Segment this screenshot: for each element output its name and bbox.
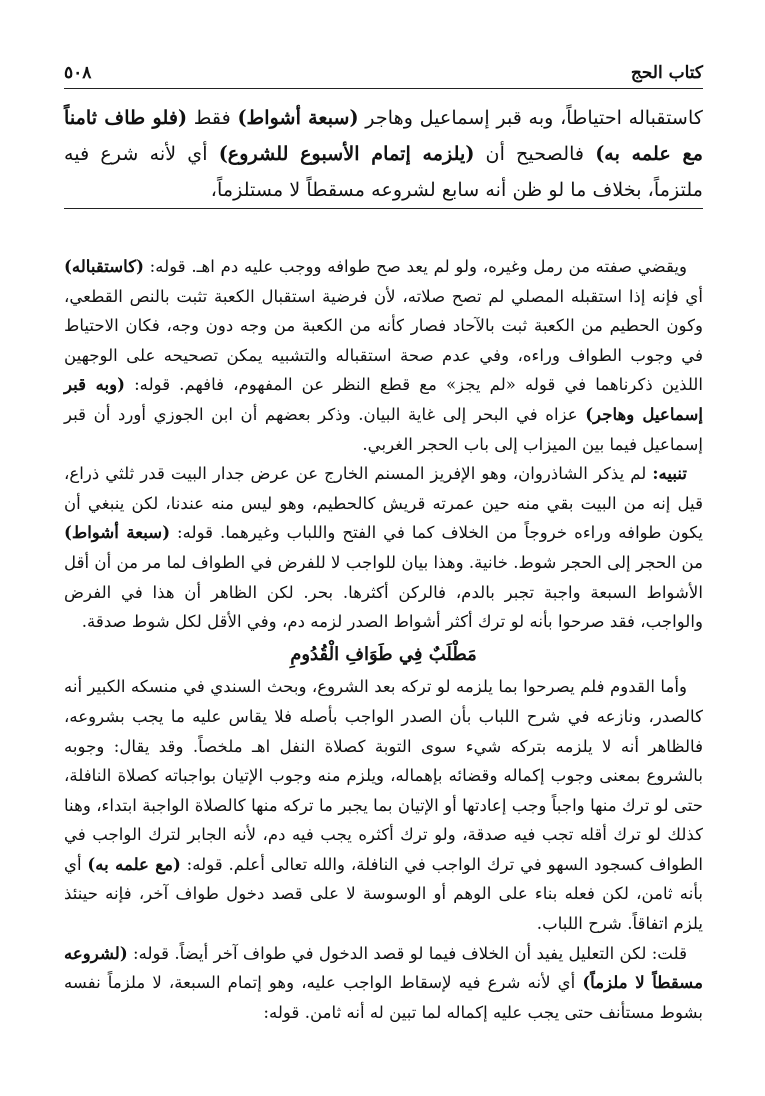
bold-run: تنبيه: [652, 463, 687, 484]
text-run: لم يذكر الشاذروان، وهو الإفريز المسنم الخارج عن عرض جدار البيت قدر ثلثي ذراع، قيل إنه من البيت بقي منه حين عمرته قريش كالحطيم، وهو ليس منه عندنا، لكن ينبغي أن يكون طوافه وراءه خروجاً من الخلاف كما في الفتح واللباب وغيرهما. قوله: [64, 464, 703, 543]
bold-run: (وبه قبر إسماعيل وهاجر) [64, 374, 703, 424]
bold-run: مَطْلَبٌ فِي طَوَافِ الْقُدُومِ [290, 643, 477, 665]
running-header [64, 60, 703, 86]
paragraph [64, 672, 703, 938]
paragraph [64, 252, 703, 459]
text-run: أي فإنه إذا استقبله المصلي لم تصح صلاته، لأن فرضية استقبال الكعبة تثبت بالنص القطعي، وكون الحطيم من الكعبة ثبت بالآحاد فصار كأنه من الكعبة من وجه دون وجه، فكان الاحتياط في وجوب الطواف وراءه، وفي عدم صحة استقباله والتشبيه يمكن تصحيحه على الوجهين اللذين ذكرناهما في قوله «لم يجز» مع قطع النظر عن المفهوم، فافهم. قوله: [64, 286, 703, 395]
commentary-text [64, 252, 703, 1027]
bold-run: (فلو طاف ثامناً مع علمه به) [64, 106, 703, 165]
paragraph [64, 939, 703, 1028]
header-rule [64, 88, 703, 89]
text-run: أي بأنه ثامن، لكن فعله بناء على الوهم أو الوسوسة لا على قصد دخول طواف آخر، فإنه حينئذ يلزم اتفاقاً. شرح اللباب. [64, 854, 703, 934]
section-heading [64, 640, 703, 670]
matn-text [64, 100, 703, 208]
text-run: فقط [187, 106, 238, 129]
text-run: ويقضي صفته من رمل وغيره، ولو لم يعد صح طوافه ووجب عليه دم اهـ. قوله: [143, 257, 687, 276]
bold-run: (مع علمه به) [87, 853, 181, 874]
bold-run: (يلزمه إتمام الأسبوع للشروع) [218, 142, 475, 165]
bold-run: (سبعة أشواط) [237, 106, 359, 129]
bold-run: (لشروعه مسقطاً لا ملزماً) [64, 942, 703, 993]
bold-run: (كاستقباله) [64, 256, 144, 276]
text-run: من الحجر إلى الحجر شوط. خانية. وهذا بيان للواجب لا للفرض في الطواف لما مر من أن أقل الأشواط السبعة واجبة تجبر بالدم، فالركن أكثرها. بحر. لكن الظاهر أن هذا في الفرض والواجب، فقد صرحوا بأنه لو ترك أكثر أشواط الصدر لزمه دم، وفي الأقل لكل شوط صدقة. [64, 552, 703, 632]
text-run: عزاه في البحر إلى غاية البيان. وذكر بعضهم أن ابن الجوزي أورد أن قبر إسماعيل فيما بين الميزاب إلى باب الحجر الغربي. [64, 404, 703, 454]
text-run: قلت: لكن التعليل يفيد أن الخلاف فيما لو قصد الدخول في طواف آخر أيضاً. قوله: [127, 943, 687, 963]
separator-rule [64, 208, 703, 209]
text-run: أي لأنه شرع فيه لإسقاط الواجب عليه، وهو إتمام السبعة، لا ملزماً نفسه بشوط مستأنف حتى يجب عليه إكماله لما تبين له أنه ثامن. قوله: [64, 973, 703, 1022]
text-run: أي لأنه شرع فيه ملتزماً، بخلاف ما لو ظن أنه سابع لشروعه مسقطاً لا مستلزماً، [64, 142, 703, 201]
book-title: كتاب الحج [630, 63, 703, 83]
text-run: كاستقباله احتياطاً، وبه قبر إسماعيل وهاجر [358, 106, 703, 129]
bold-run: (سبعة أشواط) [64, 522, 171, 543]
text-run: وأما القدوم فلم يصرحوا بما يلزمه لو تركه بعد الشروع، وبحث السندي في منسكه الكبير أنه كالصدر، ونازعه في شرح اللباب بأن الصدر الواجب بأصله فلا يقاس عليه ما يجب بشروعه، فالظاهر أنه لا يلزمه بتركه شيء سوى التوبة كصلاة النفل اهـ ملخصاً. وقد يقال: وجوبه بالشروع بمعنى وجوب إكماله وقضائه بإهماله، ويلزم منه وجوب الإتيان بواجباته كصلاة النافلة، حتى لو ترك منها واجباً وجب إعادتها أو الإتيان بما يجبر ما تركه منها كالصلاة الواجبة ابتداء، وهنا كذلك لو ترك أقله تجب فيه صدقة، ولو ترك أكثره يجب فيه دم، لأنه الجابر لترك الواجب في الطواف كسجود السهو في ترك الواجب في النافلة، والله تعالى أعلم. قوله: [64, 677, 703, 874]
text-run: فالصحيح أن [474, 142, 596, 165]
page-number: ٥٠٨ [64, 63, 92, 83]
paragraph [64, 459, 703, 637]
